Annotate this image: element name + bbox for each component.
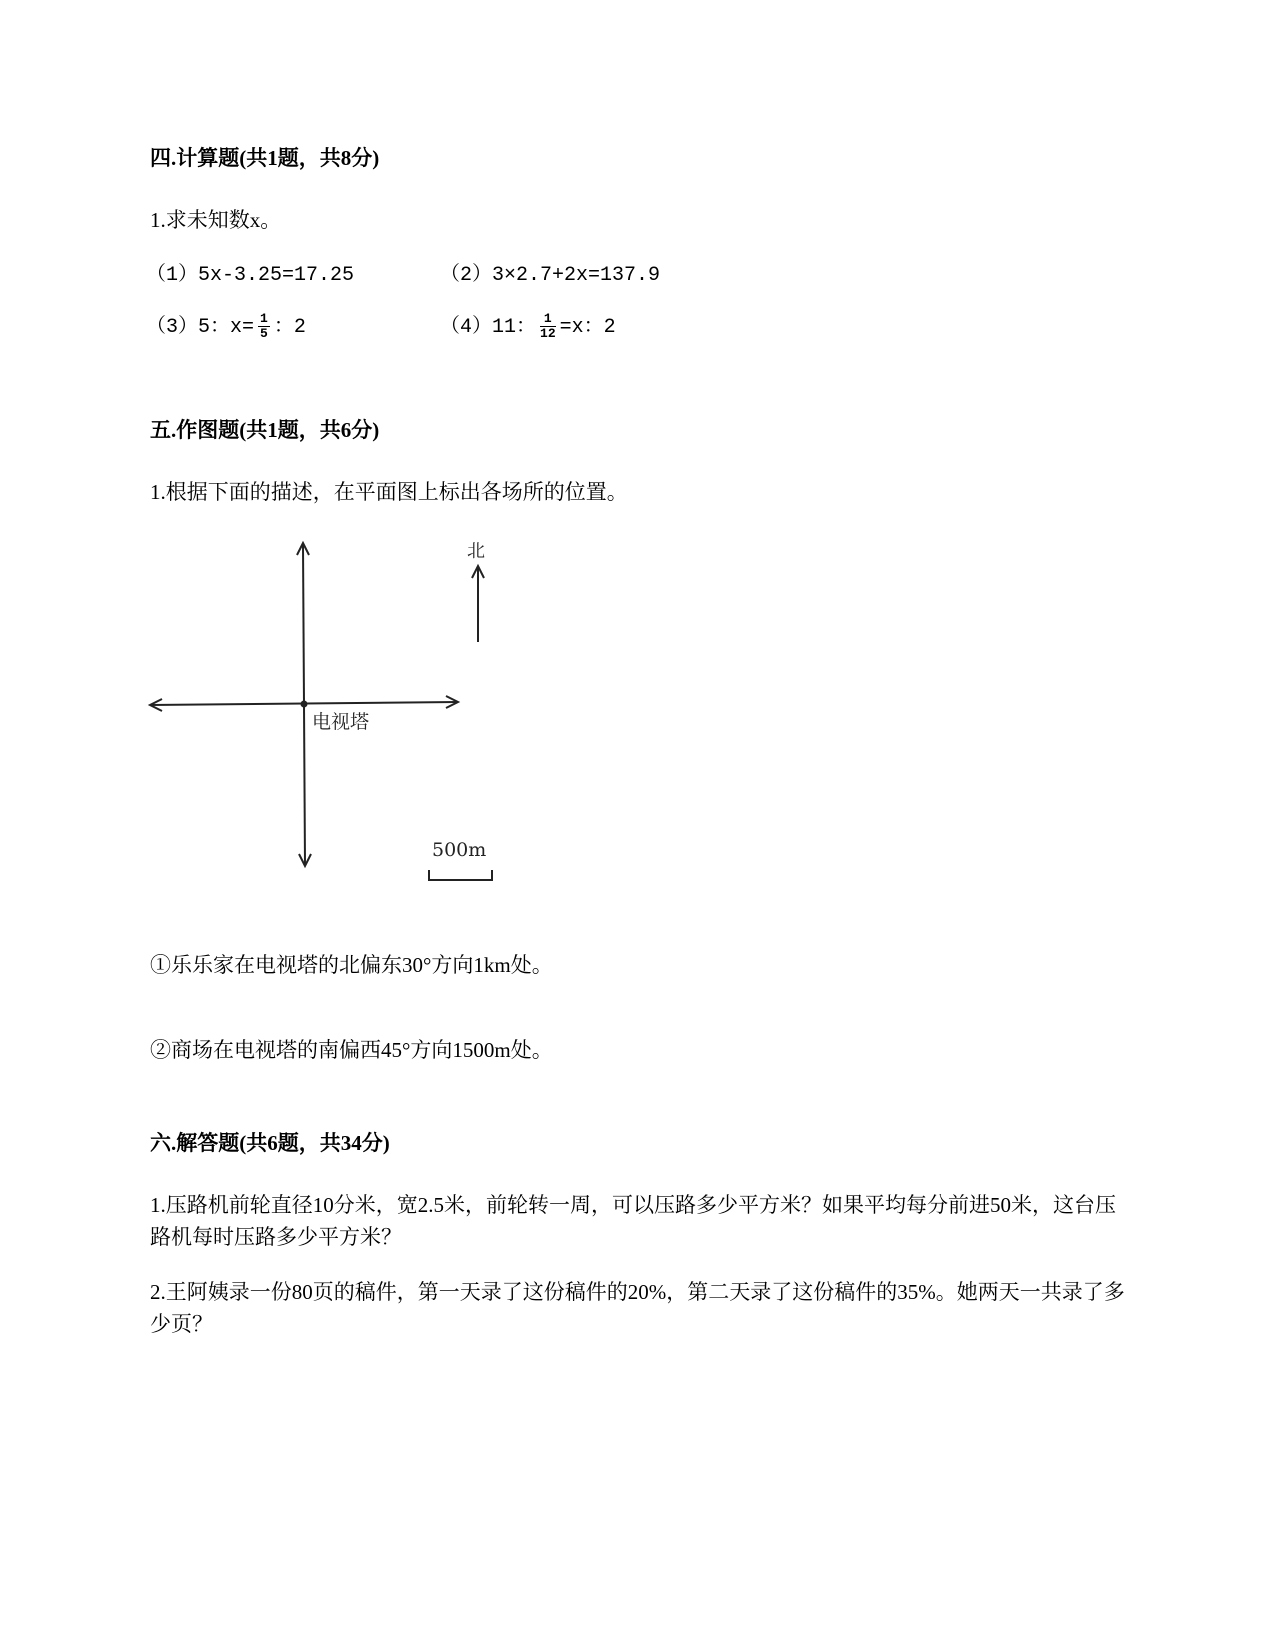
problem-1: 1.压路机前轮直径10分米，宽2.5米，前轮转一周，可以压路多少平方米？如果平均每分前进50米，这台压路机每时压路多少平方米？ — [150, 1193, 1116, 1249]
fraction — [258, 312, 270, 341]
eq3-suffix: ：2 — [273, 315, 306, 339]
equation-1: （1）5x-3.25=17.25 — [146, 264, 355, 287]
question-text: 1.求未知数x。 — [150, 208, 282, 232]
north-label: 北 — [467, 541, 485, 562]
denominator: 5 — [260, 326, 268, 341]
scale-label: 500m — [432, 839, 487, 861]
section-5-heading: 五.作图题(共1题，共6分) — [150, 418, 380, 442]
equation-3 — [146, 312, 306, 341]
numerator: 1 — [260, 311, 268, 326]
location-item-1: ①乐乐家在电视塔的北偏东30°方向1km处。 — [150, 953, 553, 977]
section-6-heading: 六.解答题(共6题，共34分) — [150, 1131, 390, 1155]
section-4-heading: 四.计算题(共1题，共8分) — [150, 146, 380, 170]
eq3-prefix: （3）5：x= — [146, 315, 255, 339]
problem-2: 2.王阿姨录一份80页的稿件，第一天录了这份稿件的20%，第二天录了这份稿件的35%。她两天一共录了多少页？ — [150, 1280, 1125, 1336]
location-item-2: ②商场在电视塔的南偏西45°方向1500m处。 — [150, 1038, 553, 1062]
scale-bar — [429, 870, 492, 880]
equation-2: （2）3×2.7+2x=137.9 — [440, 264, 661, 287]
question-text: 1.根据下面的描述，在平面图上标出各场所的位置。 — [150, 480, 628, 504]
eq4-prefix: （4）11： — [440, 315, 537, 339]
numerator: 1 — [540, 312, 556, 327]
denominator: 12 — [540, 326, 556, 341]
equation-4 — [440, 312, 616, 341]
eq4-suffix: =x：2 — [559, 315, 616, 339]
fraction — [540, 312, 556, 341]
tv-tower-label: 电视塔 — [312, 711, 370, 733]
map-diagram — [140, 530, 520, 900]
tv-tower-point — [301, 701, 308, 708]
